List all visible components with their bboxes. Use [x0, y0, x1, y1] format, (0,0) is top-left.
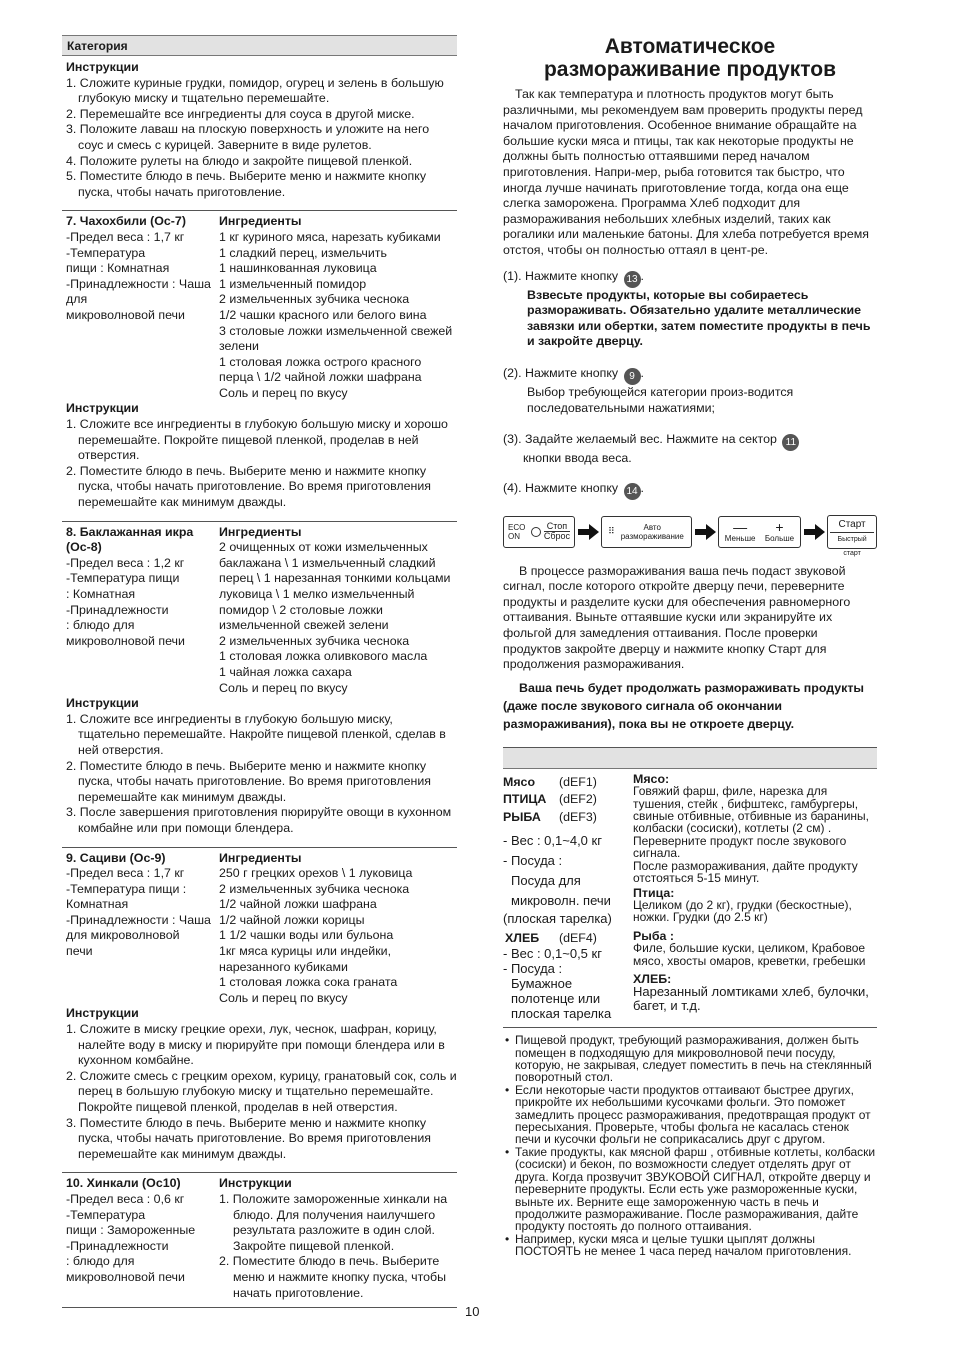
- ingredients-title: Ингредиенты: [219, 850, 302, 865]
- arrow-icon: [804, 524, 824, 540]
- dish-value: плоская тарелка: [511, 1006, 612, 1022]
- recipe-param: -Температура пищи :: [66, 881, 187, 896]
- recipe-param: микроволновой печи: [66, 1269, 185, 1284]
- step-2: (2). Нажмите кнопку 9 . Выбор требующейся категории произ-водится последовательными нажатиями;: [503, 366, 877, 416]
- meat-title: Мясо:: [633, 771, 670, 786]
- step-2-detail: Выбор требующейся категории произ-водится последовательными нажатиями;: [527, 384, 794, 415]
- recipe-param: -Температура пищи: [66, 571, 180, 586]
- instruction-steps: [62, 1022, 457, 1162]
- category-row: [503, 810, 633, 826]
- recipe-instructions: [62, 1006, 457, 1162]
- category-row: [503, 792, 633, 808]
- right-column: [503, 35, 877, 1258]
- defrost-table: [503, 773, 877, 1028]
- recipe-param: : блюдо для: [66, 1254, 135, 1269]
- note-item: • Пищевой продукт, требующий размораживания, должен быть помещен в подходящую для микроволновой печи посуду, которую, не закрывая, следует поместить в печь на стеклянный поворотный стол.: [503, 1034, 877, 1084]
- recipe-param: : Комнатная: [66, 587, 136, 601]
- ingredient-item: 2 измельченных зубчика чеснока: [219, 633, 410, 648]
- note-item: • Если некоторые части продуктов оттаивают быстрее других, прикройте их небольшими кусочками фольги. Это поможет замедлить процесс размораживания, предотвращая продукт от пересыхания. Проверьте, чтобы фольга не касалась стенок печи и кусочки фольги не соприкасались друг с другом.: [503, 1084, 877, 1146]
- fish-title: Рыба :: [633, 928, 674, 943]
- category-header: Категория: [62, 35, 457, 56]
- category-row: [503, 775, 633, 791]
- recipe-param: -Принадлежности: [66, 1238, 169, 1253]
- category-row: [503, 931, 633, 947]
- ingredient-item: 1/2 чайной ложки шафрана: [219, 897, 377, 912]
- dish-value: полотенце или: [511, 991, 601, 1007]
- weight-range: - Вес : 0,1~4,0 кг: [503, 832, 602, 848]
- ingredients-title: Ингредиенты: [219, 524, 302, 539]
- plus-button[interactable]: [765, 520, 794, 543]
- step-3-label: (3). Задайте желаемый вес. Нажмите на сектор: [503, 432, 777, 447]
- recipe-block: [62, 211, 457, 401]
- ingredient-item: 3 столовые ложки измельченной свежей зелени: [219, 323, 453, 354]
- defrost-paragraph: В процессе размораживания ваша печь подаст звуковой сигнал, после которого откройте дверцу печи, переверните продукты и разделите куски для обеспечения равномерного оттаивания. Выньте оттаявшие куски или экранируйте их фольгой для замедления оттаивания. После проверки продуктов закройте дверцу и нажмите кнопку Старт для продолжения размораживания.: [503, 563, 851, 672]
- quick-start-label: Быстрый старт: [837, 535, 867, 557]
- recipe-param: -Предел веса : 1,2 кг: [66, 555, 185, 570]
- recipe-param: : блюдо для: [66, 618, 135, 633]
- table-header: [503, 747, 877, 769]
- ingredient-item: 2 очищенных от кожи измельченных баклажана \ 1 измельченный сладкий перец \ 1 нарезанная тонкими кольцами луковица \ 1 мелко измельченный помидор \ 2 столовые ложки измельченной свежей зелени: [219, 540, 451, 633]
- category-code: (dEF4): [559, 930, 597, 945]
- dots-icon: ⠿: [608, 526, 615, 537]
- step: 1. Сложите все ингредиенты в глубокую большую миску и хорошо перемешайте. Покройте пищевой пленкой, проделав в ней отверстия.: [66, 417, 448, 463]
- step-2-label: (2). Нажмите кнопку: [503, 365, 619, 380]
- stop-reset-panel: [503, 516, 575, 548]
- recipe-params: [62, 214, 219, 401]
- recipe-param: пищи : Замороженные: [66, 1223, 196, 1238]
- minus-icon: —: [733, 519, 748, 536]
- arrow-icon: [695, 524, 715, 540]
- step: 2. Поместите блюдо в печь. Выберите меню и нажмите кнопку пуска, чтобы начать приготовление. Во время приготовления перемешайте как минимум дважды.: [66, 463, 431, 510]
- step: 2. Перемешайте все ингредиенты для соуса в другой миске.: [66, 106, 415, 121]
- recipe-param: -Температура: [66, 245, 146, 260]
- step: 1. Сложите все ингредиенты в глубокую большую миску, тщательно перемешайте. Накройте пищевой пленкой, сделав в ней отверстия.: [66, 711, 446, 757]
- button-14-icon: 14: [624, 483, 641, 500]
- instructions-title: Инструкции: [66, 1006, 139, 1021]
- dish-label: - Посуда :: [503, 852, 563, 868]
- instructions-title: Инструкции: [66, 401, 139, 416]
- instruction-steps: [62, 712, 457, 837]
- instructions-title: Инструкции: [66, 60, 139, 74]
- title-line-2: размораживание продуктов: [543, 58, 837, 81]
- recipe-params: [62, 1176, 219, 1301]
- ingredient-item: 1 нашинкованная луковица: [219, 261, 377, 276]
- page-title: [503, 35, 877, 81]
- recipe-param: -Предел веса : 1,7 кг: [66, 229, 185, 244]
- plus-icon: +: [775, 519, 784, 536]
- recipe-param: микроволновой печи: [66, 633, 185, 648]
- ingredient-item: 1 чайная ложка сахара: [219, 664, 352, 679]
- step-3-detail: кнопки ввода веса.: [523, 451, 632, 466]
- category-name: ХЛЕБ: [505, 930, 540, 945]
- ingredients-title: Инструкции: [219, 1176, 292, 1191]
- step-4-label: (4). Нажмите кнопку: [503, 480, 619, 495]
- category-code: (dEF3): [559, 810, 597, 825]
- table-left-col: [503, 773, 633, 1021]
- recipe-param: -Температура: [66, 1207, 146, 1222]
- notes-list: [503, 1034, 877, 1257]
- step: 1. Сложите в миску грецкие орехи, лук, чеснок, шафран, корицу, налейте воду в миску и пюрируйте при помощи блендера или в кухонном комбайне.: [66, 1022, 445, 1068]
- step: 1. Сложите куриные грудки, помидор, огурец и зелень в большую глубокую миску и тщательно перемешайте.: [66, 75, 444, 106]
- ingredient-item: 1 измельченный помидор: [219, 276, 367, 291]
- recipe-param: -Принадлежности: [66, 602, 169, 617]
- recipe-ingredients: [219, 214, 457, 401]
- eco-on-label: ECO ON: [508, 522, 526, 541]
- ingredient-item: 1 сладкий перец, измельчить: [219, 245, 387, 260]
- instruction-steps: [62, 76, 457, 201]
- stop-reset-button[interactable]: [544, 522, 570, 541]
- category-code: (dEF2): [559, 792, 597, 807]
- weight-range: - Вес : 0,1~0,5 кг: [503, 946, 602, 962]
- ingredient-item: 1/2 чайной ложки корицы: [219, 912, 365, 927]
- dish-value: Посуда для: [511, 872, 581, 888]
- bread-text: Нарезанный ломтиками хлеб, булочки, багет, и т.д.: [633, 984, 869, 1013]
- dish-value: (плоская тарелка): [503, 910, 612, 926]
- recipe-ingredients: [219, 851, 457, 1007]
- step-1: (1). Нажмите кнопку 13 . Взвесьте продукты, которые вы собираетесь размораживать. Обязательно удалите металлические завязки или обертки, затем поместите продукты в печь и закройте дверцу.: [503, 269, 877, 350]
- meat-text-2: После размораживания, дайте продукту отстояться 5-15 минут.: [633, 858, 858, 886]
- recipe-param: микроволновой печи: [66, 307, 185, 322]
- recipe-param: -Предел веса : 1,7 кг: [66, 866, 185, 881]
- ingredient-item: 1. Положите замороженные хинкали на блюдо. Для получения наилучшего результата разложите в один слой. Закройте пищевой пленкой.: [219, 1191, 448, 1253]
- left-column: [62, 35, 457, 1308]
- recipe-param: -Принадлежности : Чаша для микроволновой: [66, 912, 211, 943]
- recipe-param: Комнатная: [66, 897, 129, 912]
- ingredient-item: 1кг мяса курицы или индейки, нарезанного кубиками: [219, 944, 392, 974]
- stop-label: Стоп: [544, 522, 570, 532]
- auto-defrost-button[interactable]: [601, 516, 692, 548]
- ingredient-item: 1 1/2 чашки воды или бульона: [219, 928, 394, 943]
- button-9-icon: 9: [624, 368, 641, 385]
- recipe-block: [62, 848, 457, 1007]
- step: 4. Положите рулеты на блюдо и закройте пищевой пленкой.: [66, 153, 413, 168]
- dish-value: Бумажное: [511, 976, 573, 992]
- recipe-param: -Принадлежности : Чаша для: [66, 276, 211, 307]
- top-block: [62, 60, 457, 200]
- ingredient-item: Соль и перец по вкусу: [219, 990, 348, 1005]
- recipe-instructions: [62, 696, 457, 836]
- ingredient-item: 2 измельченных зубчика чеснока: [219, 292, 410, 307]
- ingredient-item: 1 столовая ложка острого красного перца \ 1/2 чайной ложки шафрана: [219, 354, 422, 385]
- recipe-ingredients: [219, 525, 457, 697]
- ingredient-item: 2 измельченных зубчика чеснока: [219, 881, 410, 896]
- recipe-param: печи: [66, 944, 93, 959]
- instruction-steps: [62, 417, 457, 511]
- eco-icon: [531, 527, 541, 537]
- step-4: (4). Нажмите кнопку 14 .: [503, 481, 877, 500]
- category-name: РЫБА: [503, 810, 541, 825]
- recipe-param: пищи : Комнатная: [66, 261, 170, 276]
- ingredient-item: 1 столовая ложка оливкового масла: [219, 649, 428, 664]
- fish-text: Филе, большие куски, целиком, Крабовое мясо, хвосты омаров, креветки, гребешки: [633, 941, 866, 968]
- auto-label: Авто: [643, 522, 661, 532]
- ingredient-item: Соль и перец по вкусу: [219, 680, 348, 695]
- recipe-params: [62, 851, 219, 1007]
- table-right-col: [633, 773, 877, 1021]
- meat-text: Говяжий фарш, филе, нарезка для тушения, стейк , бифштекс, гамбургеры, свиные отбивные, отбивные из баранины, колбаски (сосиски), котлеты (2 см) . Переверните продукт после звукового сигнала.: [633, 784, 869, 861]
- step-1-detail: Взвесьте продукты, которые вы собираетесь размораживать. Обязательно удалите металлические завязки или обертки, затем поместите продукты в печь и закройте дверцу.: [527, 287, 871, 349]
- recipe-block: [62, 1173, 457, 1301]
- step-1-label: (1). Нажмите кнопку: [503, 268, 619, 283]
- defrost-warning: Ваша печь будет продолжать размораживать продукты (даже после звукового сигнала об окончании размораживания), пока вы не откроете дверцу.: [503, 680, 864, 731]
- title-line-1: Автоматическое: [604, 35, 776, 58]
- poultry-text: Целиком (до 2 кг), грудки (бескостные), ножки. Грудки (до 2.5 кг): [633, 897, 852, 925]
- recipe-ingredients: [219, 1176, 457, 1301]
- recipe-list: [62, 210, 457, 1301]
- category-name: ПТИЦА: [503, 792, 547, 807]
- category-code: (dEF1): [559, 774, 597, 789]
- ingredient-item: 1/2 чашки красного или белого вина: [219, 307, 427, 322]
- page-number: 10: [465, 1304, 480, 1319]
- ingredient-item: 2. Поместите блюдо в печь. Выберите меню и нажмите кнопку пуска, чтобы начать приготовление.: [219, 1254, 447, 1300]
- step: 5. Поместите блюдо в печь. Выберите меню и нажмите кнопку пуска, чтобы начать приготовление.: [66, 169, 427, 199]
- step-3: [503, 432, 877, 467]
- weight-selector[interactable]: [718, 516, 801, 548]
- start-button[interactable]: [827, 515, 877, 557]
- ingredients-title: Ингредиенты: [219, 214, 302, 229]
- dish-label: - Посуда :: [503, 961, 563, 977]
- button-11-icon: 11: [782, 434, 799, 451]
- start-label: Старт: [830, 518, 874, 533]
- step: 2. Сложите смесь с грецким орехом, курицу, гранатовый сок, соль и перец в большую глубокую миску и тщательно перемешайте. Покройте пищевой пленкой, проделав в ней отверстия.: [66, 1068, 457, 1114]
- bread-title: ХЛЕБ:: [633, 971, 672, 986]
- recipe-block: [62, 522, 457, 697]
- category-name: Мясо: [503, 774, 536, 789]
- ingredient-item: 1 кг куриного мяса, нарезать кубиками: [219, 229, 441, 244]
- note-item: • Например, куски мяса и целые тушки цыплят должны ПОСТОЯТЬ не менее 1 часа перед началом приготовления.: [503, 1233, 877, 1258]
- intro-paragraph: Так как температура и плотность продуктов могут быть различными, мы рекомендуем вам проверить продукты перед началом приготовления. Особенное внимание обращайте на большие куски мяса и птицы, так как некоторые продукты не должны быть полностью оттаявшими перед началом приготовления. Напри-мер, рыба готовится так быстро, что иногда лучше начинать приготовление тогда, когда она еще слегка заморожена. Программа Хлеб подходит для размораживания небольших хлебных изделий, таких как рогалики или маленькие батоны. Для хлеба потребуется время отстоя, чтобы он полностью оттаял в цент-ре.: [503, 87, 869, 257]
- recipe-title: 8. Баклажанная икра (Ос-8): [66, 524, 194, 555]
- step: 3. Положите лаваш на плоскую поверхность и уложите на него соус и смесь с курицей. Заверните в виде рулетов.: [66, 122, 430, 152]
- bottom-rule: [62, 1307, 457, 1308]
- recipe-instructions: [62, 401, 457, 510]
- arrow-icon: [578, 524, 598, 540]
- poultry-title: Птица:: [633, 885, 675, 900]
- note-item: • Такие продукты, как мясной фарш , отбивные котлеты, колбаски (сосиски) и бекон, по возможности следует отделять друг от друга. Когда прозвучит ЗВУКОВОЙ СИГНАЛ, откройте дверцу и переверните продукты. Если есть уже размороженные куски, выньте их. Верните еще замороженную часть в печь и продолжите размораживание. После размораживания, дайте продукту постоять до полного оттаивания.: [503, 1146, 877, 1233]
- recipe-param: -Предел веса : 0,6 кг: [66, 1191, 185, 1206]
- ingredient-item: 250 г грецких орехов \ 1 луковица: [219, 866, 413, 881]
- step: 3. Поместите блюдо в печь. Выберите меню и нажмите кнопку пуска, чтобы начать приготовление. Во время приготовления перемешайте как минимум дважды.: [66, 1115, 431, 1161]
- minus-button[interactable]: [725, 520, 756, 543]
- step: 3. После завершения приготовления пюрируйте овощи в кухонном комбайне или при помощи блендера.: [66, 805, 452, 835]
- recipe-title: 7. Чахохбили (Ос-7): [66, 214, 186, 229]
- control-panel-sequence: [503, 512, 877, 557]
- button-13-icon: 13: [624, 271, 641, 288]
- plus-label: Больше: [764, 534, 795, 544]
- defrost-label: размораживание: [620, 531, 684, 541]
- step: 2. Поместите блюдо в печь. Выберите меню и нажмите кнопку пуска, чтобы начать приготовление. Во время приготовления перемешайте как минимум дважды.: [66, 758, 431, 804]
- reset-label: Сброс: [543, 531, 571, 542]
- recipe-title: 9. Сациви (Ос-9): [66, 850, 166, 865]
- ingredient-item: 1 столовая ложка сока граната: [219, 975, 398, 990]
- recipe-title: 10. Хинкали (Ос10): [66, 1176, 181, 1191]
- recipe-params: [62, 525, 219, 697]
- instructions-title: Инструкции: [66, 696, 139, 711]
- dish-value: микроволн. печи: [511, 892, 611, 908]
- minus-label: Меньше: [724, 534, 756, 544]
- ingredient-item: Соль и перец по вкусу: [219, 385, 348, 400]
